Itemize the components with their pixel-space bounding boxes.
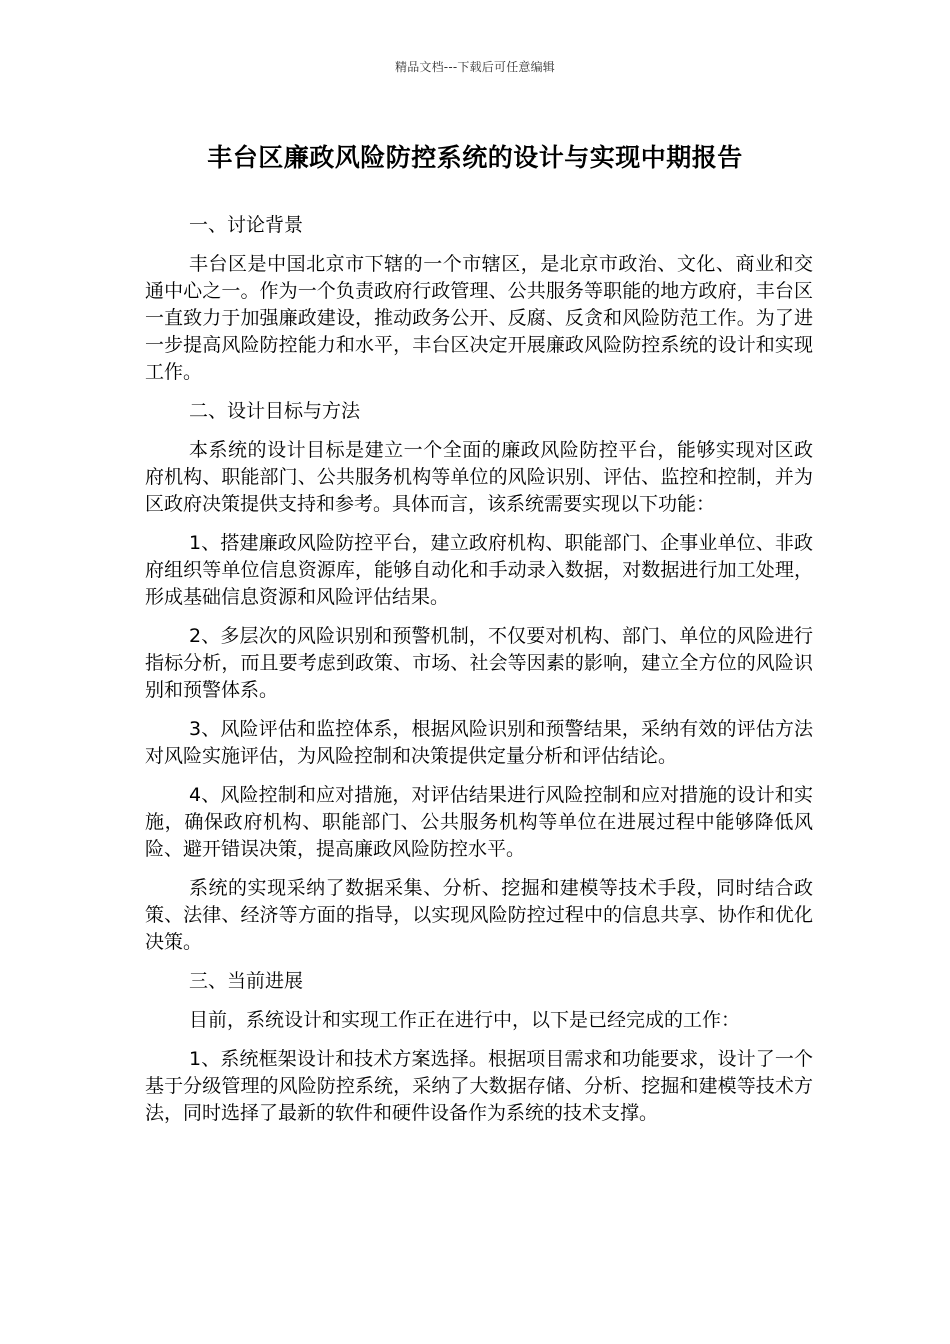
paragraph-progress-intro: 目前，系统设计和实现工作正在进行中，以下是已经完成的工作：	[189, 1009, 741, 1031]
paragraph-function-1: 1、搭建廉政风险防控平台，建立政府机构、职能部门、企事业单位、非政府组织等单位信息资源库，能够自动化和手动录入数据，对数据进行加工处理，形成基础信息资源和风险评估结果。	[145, 532, 813, 608]
paragraph-function-3: 3、风险评估和监控体系，根据风险识别和预警结果，采纳有效的评估方法对风险实施评估，为风险控制和决策提供定量分析和评估结论。	[145, 718, 813, 767]
section-heading-background: 一、讨论背景	[189, 214, 304, 236]
paragraph-implementation: 系统的实现采纳了数据采集、分析、挖掘和建模等技术手段，同时结合政策、法律、经济等方面的指导，以实现风险防控过程中的信息共享、协作和优化决策。	[145, 877, 813, 953]
paragraph-function-2: 2、多层次的风险识别和预警机制，不仅要对机构、部门、单位的风险进行指标分析，而且要考虑到政策、市场、社会等因素的影响，建立全方位的风险识别和预警体系。	[145, 625, 813, 701]
paragraph-background: 丰台区是中国北京市下辖的一个市辖区，是北京市政治、文化、商业和交通中心之一。作为一个负责政府行政管理、公共服务等职能的地方政府，丰台区一直致力于加强廉政建设，推动政务公开、反腐、反贪和风险防范工作。为了进一步提高风险防控能力和水平，丰台区决定开展廉政风险防控系统的设计和实现工作。	[145, 253, 813, 383]
paragraph-function-4: 4、风险控制和应对措施，对评估结果进行风险控制和应对措施的设计和实施，确保政府机构、职能部门、公共服务机构等单位在进展过程中能够降低风险、避开错误决策，提高廉政风险防控水平。	[145, 784, 813, 860]
section-heading-goals-methods: 二、设计目标与方法	[189, 400, 361, 422]
paragraph-progress-1: 1、系统框架设计和技术方案选择。根据项目需求和功能要求，设计了一个基于分级管理的风险防控系统，采纳了大数据存储、分析、挖掘和建模等技术方法，同时选择了最新的软件和硬件设备作为系统的技术支撑。	[145, 1048, 813, 1124]
header-note: 精品文档---下载后可任意编辑	[395, 60, 555, 74]
document-body	[145, 212, 813, 1139]
document-title: 丰台区廉政风险防控系统的设计与实现中期报告	[207, 143, 743, 172]
section-heading-progress: 三、当前进展	[189, 970, 304, 992]
paragraph-goals: 本系统的设计目标是建立一个全面的廉政风险防控平台，能够实现对区政府机构、职能部门、公共服务机构等单位的风险识别、评估、监控和控制，并为区政府决策提供支持和参考。具体而言，该系统需要实现以下功能：	[145, 439, 813, 515]
